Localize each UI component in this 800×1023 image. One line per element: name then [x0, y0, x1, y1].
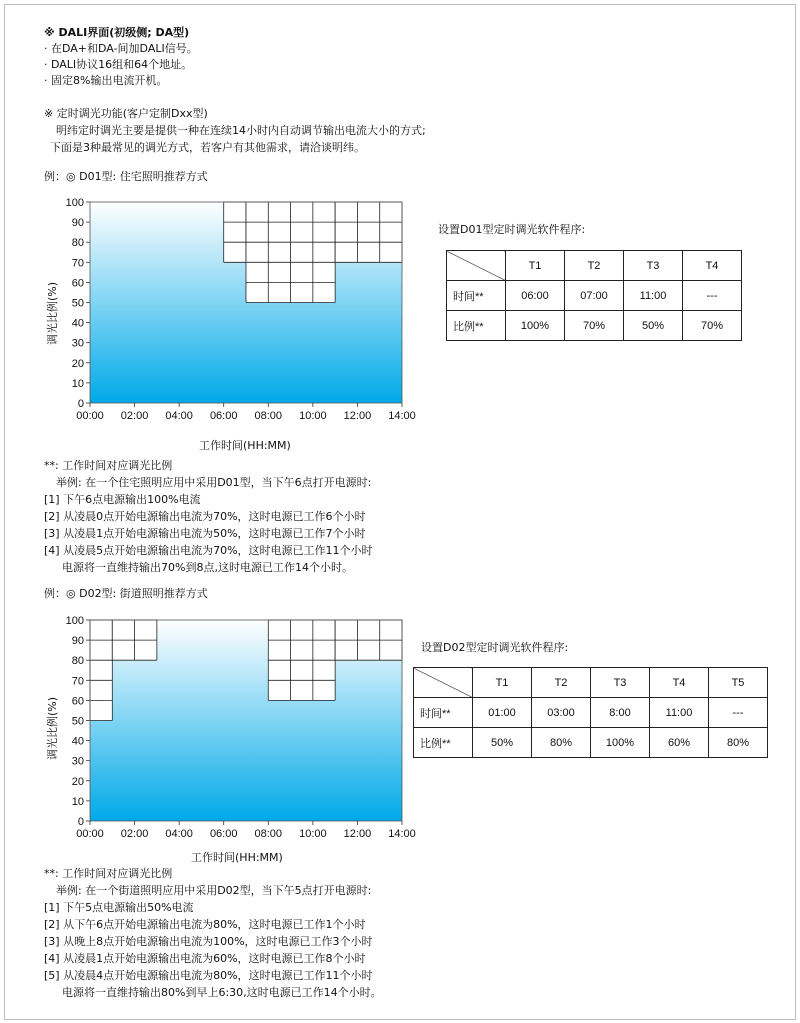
y-tick-label: 40: [71, 735, 84, 748]
x-tick-label: 14:00: [388, 410, 416, 422]
ratio-row-label: 比例**: [414, 728, 473, 758]
x-tick-label: 00:00: [76, 828, 104, 840]
ratio-cell: 80%: [709, 728, 768, 758]
d01-note-line: [1] 下午6点电源输出100%电流: [44, 493, 201, 506]
x-axis-title: 工作时间(HH:MM): [199, 439, 291, 452]
y-axis-title: 调光比例(%): [46, 281, 59, 345]
x-tick-label: 04:00: [165, 828, 193, 840]
timer-desc: 下面是3种最常见的调光方式，若客户有其他需求，请洽谈明纬。: [50, 141, 365, 154]
header-t4: T4: [683, 251, 742, 281]
time-cell: ---: [709, 698, 768, 728]
d01-note-line: [3] 从凌晨1点开始电源输出电流为50%，这时电源已工作7个小时: [44, 527, 366, 540]
d01-note-line: 举例: 在一个住宅照明应用中采用D01型，当下午6点打开电源时:: [56, 476, 372, 489]
d02-note-line: [1] 下午5点电源输出50%电流: [44, 901, 194, 914]
time-cell: 11:00: [650, 698, 709, 728]
x-tick-label: 12:00: [343, 410, 372, 422]
d01-note-line: [4] 从凌晨5点开始电源输出电流为70%，这时电源已工作11个小时: [44, 544, 373, 557]
time-cell: 03:00: [532, 698, 591, 728]
x-tick-label: 14:00: [388, 828, 416, 840]
timer-desc: 明纬定时调光主要是提供一种在连续14小时内自动调节输出电流大小的方式;: [56, 124, 426, 137]
d01-schedule-table: [446, 250, 742, 341]
d01-example-title: 例：◎ D01型: 住宅照明推荐方式: [44, 170, 208, 183]
d02-note-title: **: 工作时间对应调光比例: [44, 867, 173, 880]
header-t1: T1: [506, 251, 565, 281]
ratio-row-label: 比例**: [447, 311, 506, 341]
d01-note-title: **: 工作时间对应调光比例: [44, 459, 173, 472]
header-t3: T3: [591, 668, 650, 698]
y-tick-label: 30: [71, 337, 84, 350]
time-cell: 8:00: [591, 698, 650, 728]
ratio-cell: 100%: [506, 311, 565, 341]
timer-heading: ※ 定时调光功能(客户定制Dxx型): [44, 107, 208, 120]
d02-note-line: [5] 从凌晨4点开始电源输出电流为80%，这时电源已工作11个小时: [44, 969, 373, 982]
d02-dimming-chart: [40, 608, 420, 848]
unlit-cell: [335, 202, 402, 262]
header-t5: T5: [709, 668, 768, 698]
y-tick-label: 50: [71, 297, 84, 310]
y-tick-label: 90: [71, 635, 84, 648]
x-tick-label: 08:00: [254, 828, 283, 840]
x-tick-label: 00:00: [76, 410, 104, 422]
y-tick-label: 50: [71, 715, 84, 728]
y-tick-label: 40: [71, 317, 84, 330]
dali-heading: ※ DALI界面(初级侧; DA型): [44, 26, 190, 39]
y-tick-label: 70: [71, 257, 84, 270]
time-cell: 11:00: [624, 281, 683, 311]
d02-note-line: 电源将一直维持输出80%到早上6:30,这时电源已工作14个小时。: [62, 986, 382, 999]
y-tick-label: 0: [77, 398, 84, 410]
x-tick-label: 06:00: [209, 410, 238, 422]
time-cell: 06:00: [506, 281, 565, 311]
dali-item: · 固定8%输出电流开机。: [44, 74, 168, 87]
time-row-label: 时间**: [447, 281, 506, 311]
y-tick-label: 20: [71, 357, 84, 370]
y-tick-label: 80: [71, 237, 84, 250]
unlit-cell: [224, 202, 246, 262]
d01-note-line: [2] 从凌晨0点开始电源输出电流为70%，这时电源已工作6个小时: [44, 510, 366, 523]
ratio-cell: 70%: [683, 311, 742, 341]
x-tick-label: 12:00: [343, 828, 372, 840]
x-tick-label: 02:00: [120, 410, 149, 422]
y-tick-label: 80: [71, 655, 84, 668]
dali-item: · DALI协议16组和64个地址。: [44, 58, 193, 71]
y-tick-label: 0: [77, 816, 84, 828]
header-t3: T3: [624, 251, 683, 281]
d02-table-caption: 设置D02型定时调光软件程序:: [421, 641, 569, 654]
x-tick-label: 04:00: [165, 410, 193, 422]
y-tick-label: 70: [71, 675, 84, 688]
ratio-cell: 50%: [473, 728, 532, 758]
x-tick-label: 10:00: [299, 410, 327, 422]
header-t2: T2: [532, 668, 591, 698]
x-axis-title: 工作时间(HH:MM): [191, 851, 283, 864]
corner-cell: [414, 668, 473, 698]
unlit-cell: [90, 620, 112, 721]
x-tick-label: 02:00: [120, 828, 149, 840]
header-t4: T4: [650, 668, 709, 698]
y-axis-title: 调光比例(%): [46, 696, 59, 760]
d01-dimming-chart: [40, 190, 420, 430]
y-tick-label: 10: [71, 377, 84, 390]
y-tick-label: 30: [71, 755, 84, 768]
time-cell: 07:00: [565, 281, 624, 311]
y-tick-label: 60: [71, 277, 84, 290]
d02-note-line: 举例: 在一个街道照明应用中采用D02型，当下午5点打开电源时:: [56, 884, 372, 897]
x-tick-label: 10:00: [299, 828, 327, 840]
d01-note-line: 电源将一直维持输出70%到8点,这时电源已工作14个小时。: [62, 561, 353, 574]
d02-note-line: [4] 从凌晨1点开始电源输出电流为60%，这时电源已工作8个小时: [44, 952, 366, 965]
y-tick-label: 60: [71, 695, 84, 708]
header-t1: T1: [473, 668, 532, 698]
header-t2: T2: [565, 251, 624, 281]
ratio-cell: 100%: [591, 728, 650, 758]
d01-table-caption: 设置D01型定时调光软件程序:: [438, 223, 586, 236]
y-tick-label: 20: [71, 775, 84, 788]
d02-note-line: [2] 从下午6点开始电源输出电流为80%，这时电源已工作1个小时: [44, 918, 366, 931]
y-tick-label: 100: [65, 615, 84, 627]
d02-schedule-table: [413, 667, 768, 758]
corner-cell: [447, 251, 506, 281]
x-tick-label: 08:00: [254, 410, 283, 422]
y-tick-label: 100: [65, 197, 84, 209]
time-cell: 01:00: [473, 698, 532, 728]
ratio-cell: 70%: [565, 311, 624, 341]
ratio-cell: 80%: [532, 728, 591, 758]
y-tick-label: 90: [71, 217, 84, 230]
ratio-cell: 50%: [624, 311, 683, 341]
ratio-cell: 60%: [650, 728, 709, 758]
d02-example-title: 例：◎ D02型: 街道照明推荐方式: [44, 587, 208, 600]
d02-note-line: [3] 从晚上8点开始电源输出电流为100%，这时电源已工作3个小时: [44, 935, 373, 948]
time-row-label: 时间**: [414, 698, 473, 728]
time-cell: ---: [683, 281, 742, 311]
dali-item: · 在DA+和DA-间加DALI信号。: [44, 42, 198, 55]
y-tick-label: 10: [71, 795, 84, 808]
x-tick-label: 06:00: [209, 828, 238, 840]
